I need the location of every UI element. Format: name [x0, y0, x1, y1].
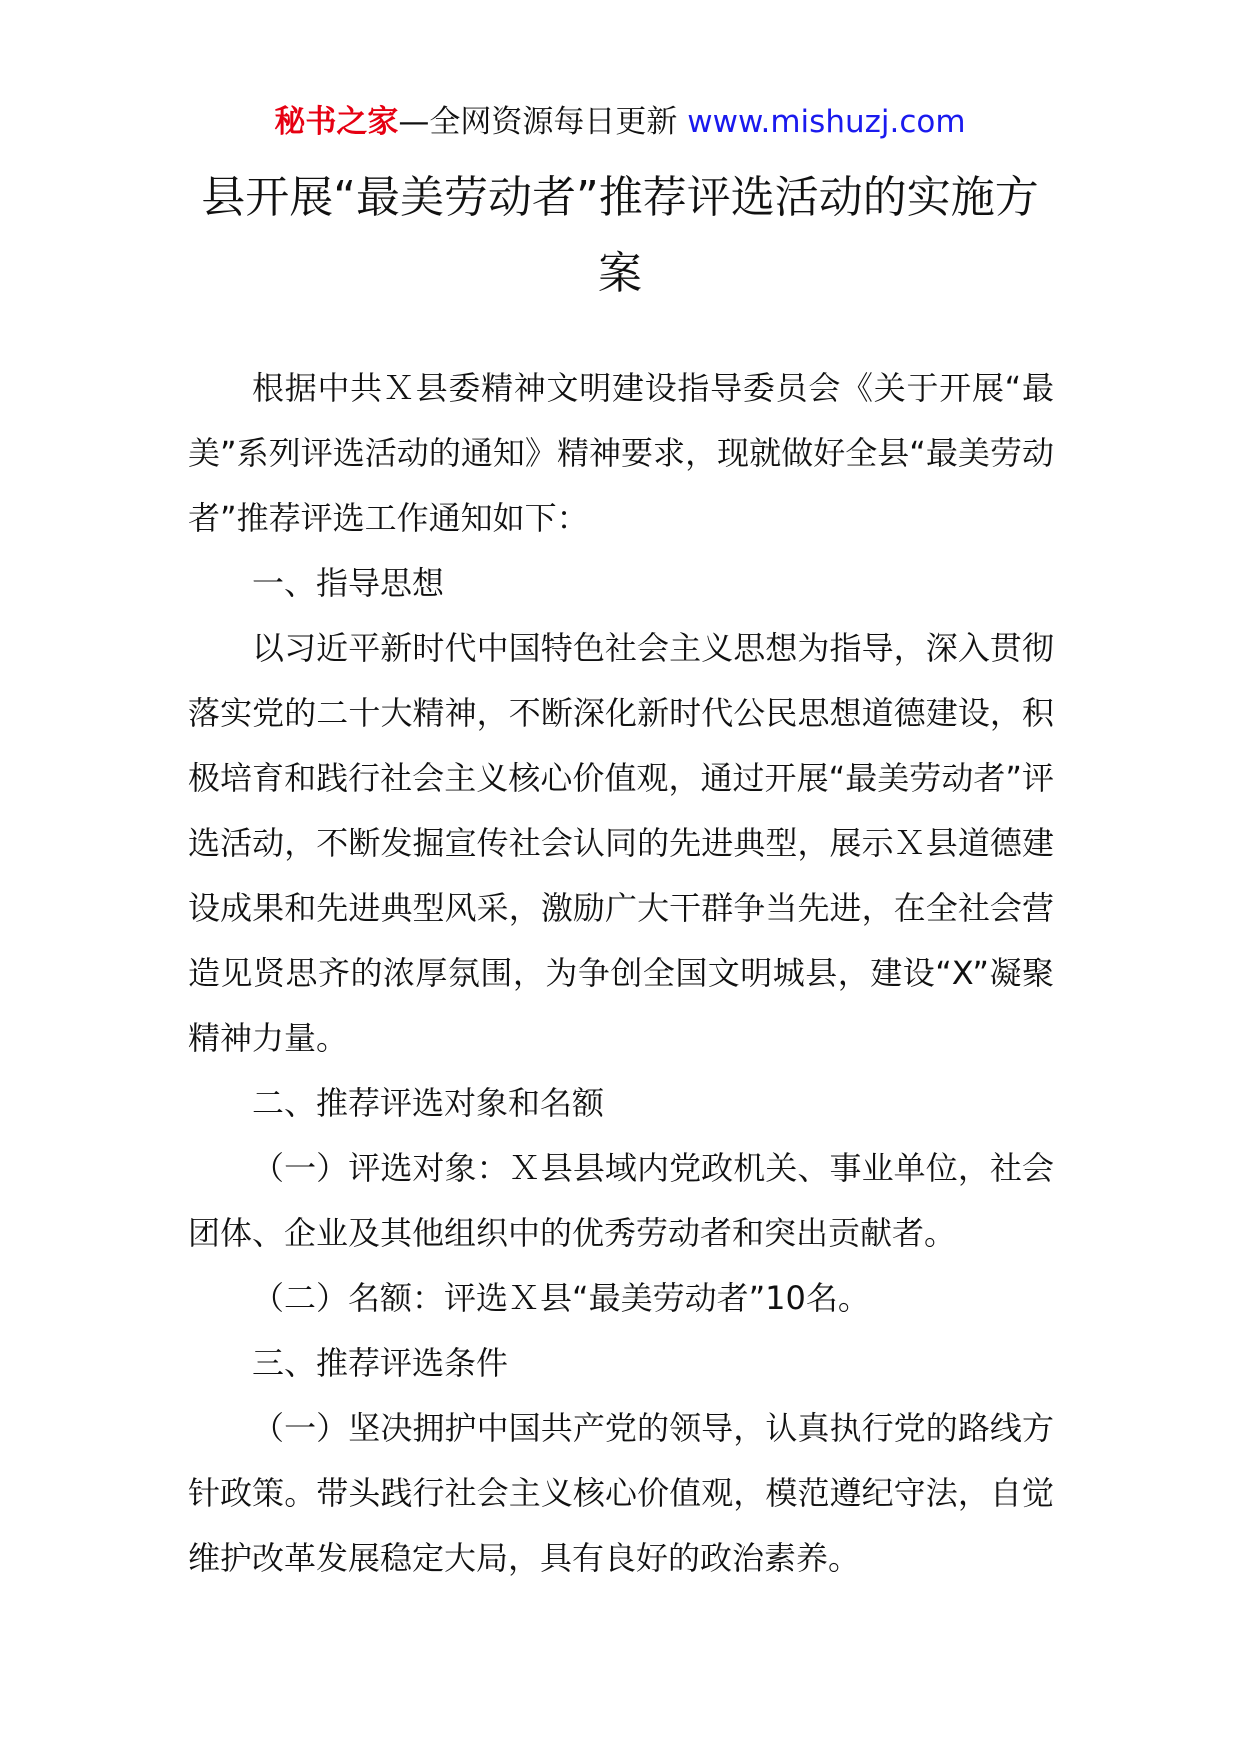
condition-one-paragraph: （一）坚决拥护中国共产党的领导，认真执行党的路线方针政策。带头践行社会主义核心价值观，模范遵纪守法，自觉维护改革发展稳定大局，具有良好的政治素养。	[188, 1409, 1054, 1577]
document-body	[188, 356, 1054, 1591]
section-heading-guiding-thought: 一、指导思想	[252, 564, 445, 602]
targets-paragraph: （一）评选对象：Ｘ县县域内党政机关、事业单位，社会团体、企业及其他组织中的优秀劳动者和突出贡献者。	[188, 1149, 1054, 1252]
document-title: 县开展“最美劳动者”推荐评选活动的实施方案	[201, 172, 1039, 299]
quota-paragraph: （二）名额：评选Ｘ县“最美劳动者”10名。	[252, 1279, 870, 1317]
guiding-thought-paragraph: 以习近平新时代中国特色社会主义思想为指导，深入贯彻落实党的二十大精神，不断深化新时代公民思想道德建设，积极培育和践行社会主义核心价值观，通过开展“最美劳动者”评选活动，不断发掘宣传社会认同的先进典型，展示Ｘ县道德建设成果和先进典型风采，激励广大干群争当先进，在全社会营造见贤思齐的浓厚氛围，为争创全国文明城县，建设“X”凝聚精神力量。	[188, 629, 1054, 1057]
site-header	[0, 100, 1240, 144]
site-url-link[interactable]: www.mishuzj.com	[687, 104, 966, 140]
intro-paragraph: 根据中共Ｘ县委精神文明建设指导委员会《关于开展“最美”系列评选活动的通知》精神要求，现就做好全县“最美劳动者”推荐评选工作通知如下：	[188, 369, 1054, 537]
section-heading-conditions: 三、推荐评选条件	[252, 1344, 509, 1382]
section-heading-targets-quota: 二、推荐评选对象和名额	[252, 1084, 605, 1122]
brand-name: 秘书之家	[274, 104, 399, 140]
header-tagline: —全网资源每日更新	[398, 104, 678, 140]
